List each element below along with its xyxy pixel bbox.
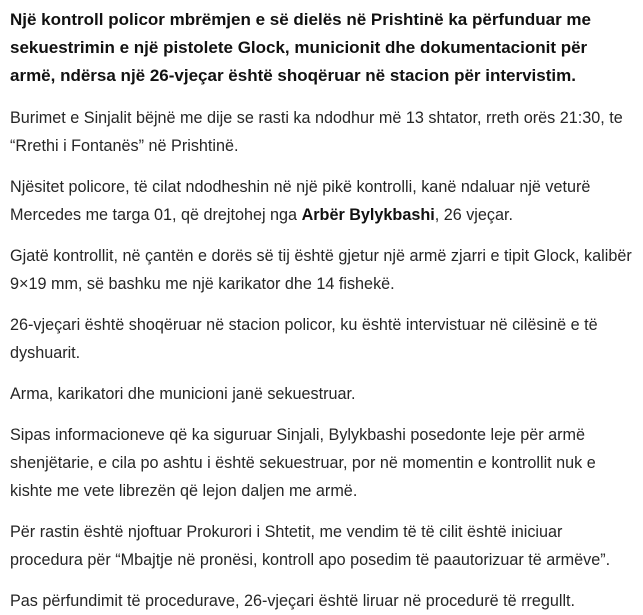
suspect-name: Arbër Bylykbashi	[301, 206, 435, 224]
paragraph-4: 26-vjeçari është shoqëruar në stacion policor, ku është intervistuar në cilësinë e të dyshuarit.	[10, 316, 598, 362]
paragraph-5: Arma, karikatori dhe municioni janë sekuestruar.	[10, 385, 356, 403]
paragraph-3: Gjatë kontrollit, në çantën e dorës së tij është gjetur një armë zjarri e tipit Glock, kalibër 9×19 mm, së bashku me një karikator dhe 14 fishekë.	[10, 247, 632, 293]
paragraph-8: Pas përfundimit të procedurave, 26-vjeçari është liruar në procedurë të rregullt.	[10, 592, 576, 610]
paragraph-2-text-before: Njësitet policore, të cilat ndodheshin në një pikë kontrolli, kanë ndaluar një veturë Mercedes me targa 01, që drejtohej nga	[10, 178, 591, 224]
paragraph-6: Sipas informacioneve që ka siguruar Sinjali, Bylykbashi posedonte leje për armë shenjëtarie, e cila po ashtu i është sekuestruar, por në momentin e kontrollit nuk e kishte me vete librezën që lejon daljen me armë.	[10, 426, 596, 500]
article-lead: Një kontroll policor mbrëmjen e së dielës në Prishtinë ka përfunduar me sekuestrimin e një pistolete Glock, municionit dhe dokumentacionit për armë, ndërsa një 26-vjeçar është shoqëruar në stacion për intervistim.	[10, 10, 591, 85]
paragraph-7: Për rastin është njoftuar Prokurori i Shtetit, me vendim të të cilit është iniciuar procedura për “Mbajtje në pronësi, kontroll apo posedim të paautorizuar të armëve”.	[10, 523, 611, 569]
paragraph-1: Burimet e Sinjalit bëjnë me dije se rasti ka ndodhur më 13 shtator, rreth orës 21:30, te “Rrethi i Fontanës” në Prishtinë.	[10, 109, 623, 155]
paragraph-2	[10, 173, 633, 229]
paragraph-2-text-after: , 26 vjeçar.	[434, 206, 513, 224]
